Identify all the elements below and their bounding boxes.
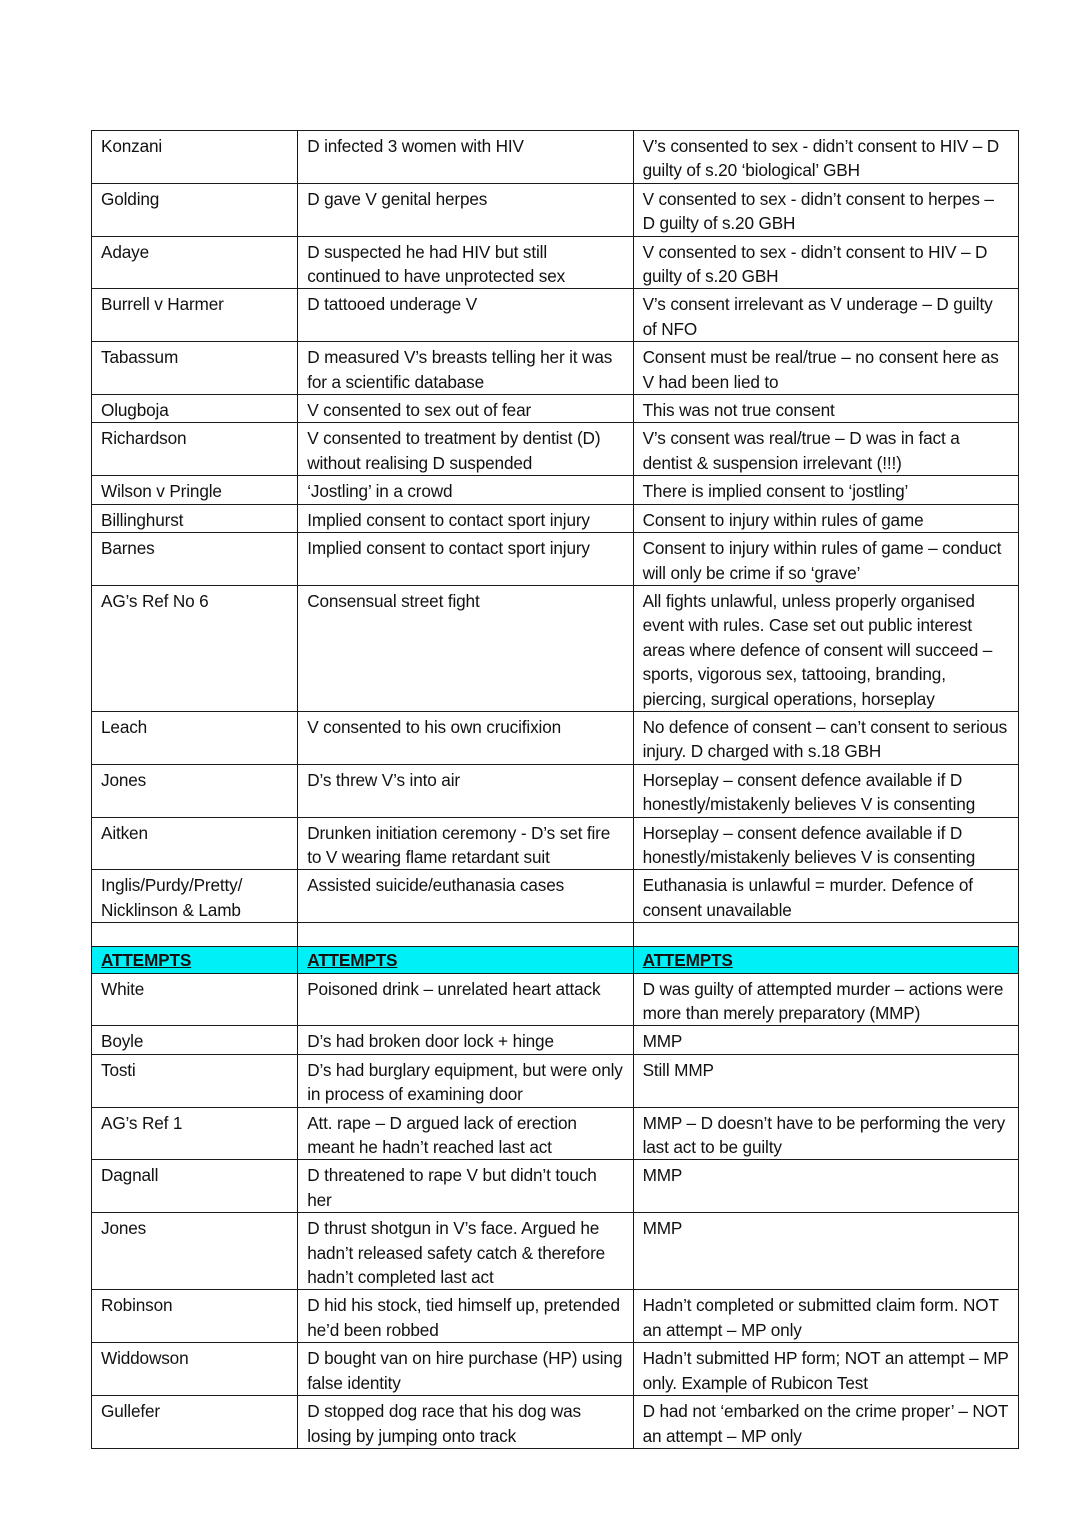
case-name-cell: Aitken <box>92 817 298 870</box>
section-heading-cell: ATTEMPTS <box>633 947 1018 973</box>
facts-cell: Att. rape – D argued lack of erection meant he hadn’t reached last act <box>298 1107 633 1160</box>
outcome-cell: MMP <box>633 1160 1018 1213</box>
facts-cell: Poisoned drink – unrelated heart attack <box>298 973 633 1026</box>
table-row <box>92 1026 1019 1054</box>
facts-cell: V consented to his own crucifixion <box>298 711 633 764</box>
table-row <box>92 973 1019 1026</box>
outcome-cell: V consented to sex - didn’t consent to HIV – D guilty of s.20 GBH <box>633 236 1018 289</box>
case-name-cell: Tosti <box>92 1054 298 1107</box>
table-row <box>92 476 1019 504</box>
table-row <box>92 131 1019 184</box>
facts-cell: ‘Jostling’ in a crowd <box>298 476 633 504</box>
case-law-table-body <box>92 131 1019 1449</box>
facts-cell: D hid his stock, tied himself up, pretended he’d been robbed <box>298 1290 633 1343</box>
table-row <box>92 1396 1019 1449</box>
outcome-cell: MMP <box>633 1026 1018 1054</box>
outcome-cell: V’s consent was real/true – D was in fact a dentist & suspension irrelevant (!!!) <box>633 423 1018 476</box>
case-name-cell: Billinghurst <box>92 504 298 532</box>
case-name-cell: Gullefer <box>92 1396 298 1449</box>
outcome-cell: D was guilty of attempted murder – actions were more than merely preparatory (MMP) <box>633 973 1018 1026</box>
table-row <box>92 1343 1019 1396</box>
facts-cell: D’s had broken door lock + hinge <box>298 1026 633 1054</box>
table-row <box>92 1107 1019 1160</box>
case-name-cell: Boyle <box>92 1026 298 1054</box>
case-name-cell: Dagnall <box>92 1160 298 1213</box>
facts-cell: V consented to treatment by dentist (D) without realising D suspended <box>298 423 633 476</box>
case-name-cell: AG’s Ref 1 <box>92 1107 298 1160</box>
case-name-cell: Jones <box>92 1213 298 1290</box>
table-row <box>92 1054 1019 1107</box>
case-name-cell: White <box>92 973 298 1026</box>
table-row <box>92 1213 1019 1290</box>
outcome-cell: This was not true consent <box>633 395 1018 423</box>
facts-cell: Implied consent to contact sport injury <box>298 504 633 532</box>
table-row <box>92 342 1019 395</box>
facts-cell: D thrust shotgun in V’s face. Argued he hadn’t released safety catch & therefore hadn’t completed last act <box>298 1213 633 1290</box>
facts-cell: Implied consent to contact sport injury <box>298 533 633 586</box>
outcome-cell: MMP <box>633 1213 1018 1290</box>
facts-cell: D bought van on hire purchase (HP) using false identity <box>298 1343 633 1396</box>
section-heading-cell: ATTEMPTS <box>92 947 298 973</box>
table-row <box>92 289 1019 342</box>
case-name-cell: Richardson <box>92 423 298 476</box>
facts-cell: D gave V genital herpes <box>298 183 633 236</box>
facts-cell: D’s threw V’s into air <box>298 764 633 817</box>
outcome-cell: Horseplay – consent defence available if D honestly/mistakenly believes V is consenting <box>633 764 1018 817</box>
case-name-cell: Leach <box>92 711 298 764</box>
case-name-cell: Tabassum <box>92 342 298 395</box>
facts-cell: D’s had burglary equipment, but were only in process of examining door <box>298 1054 633 1107</box>
case-law-table <box>91 130 1019 1449</box>
facts-cell: V consented to sex out of fear <box>298 395 633 423</box>
table-row <box>92 504 1019 532</box>
section-heading-cell: ATTEMPTS <box>298 947 633 973</box>
table-row <box>92 764 1019 817</box>
outcome-cell: There is implied consent to ‘jostling’ <box>633 476 1018 504</box>
outcome-cell: Consent to injury within rules of game – conduct will only be crime if so ‘grave’ <box>633 533 1018 586</box>
facts-cell: D threatened to rape V but didn’t touch her <box>298 1160 633 1213</box>
table-row <box>92 183 1019 236</box>
facts-cell: Drunken initiation ceremony - D’s set fire to V wearing flame retardant suit <box>298 817 633 870</box>
case-name-cell: Adaye <box>92 236 298 289</box>
outcome-cell: Consent to injury within rules of game <box>633 504 1018 532</box>
case-name-cell: AG’s Ref No 6 <box>92 585 298 711</box>
facts-cell: Assisted suicide/euthanasia cases <box>298 870 633 923</box>
empty-cell <box>298 923 633 947</box>
facts-cell: D infected 3 women with HIV <box>298 131 633 184</box>
table-row <box>92 533 1019 586</box>
table-row <box>92 423 1019 476</box>
outcome-cell: Hadn’t submitted HP form; NOT an attempt – MP only. Example of Rubicon Test <box>633 1343 1018 1396</box>
facts-cell: Consensual street fight <box>298 585 633 711</box>
facts-cell: D stopped dog race that his dog was losing by jumping onto track <box>298 1396 633 1449</box>
case-name-cell: Inglis/Purdy/Pretty/ Nicklinson & Lamb <box>92 870 298 923</box>
case-name-cell: Golding <box>92 183 298 236</box>
table-row <box>92 1290 1019 1343</box>
case-name-cell: Wilson v Pringle <box>92 476 298 504</box>
outcome-cell: All fights unlawful, unless properly organised event with rules. Case set out public interest areas where defence of consent will succeed – sports, vigorous sex, tattooing, branding, piercing, surgical operations, horseplay <box>633 585 1018 711</box>
facts-cell: D tattooed underage V <box>298 289 633 342</box>
outcome-cell: V’s consented to sex - didn’t consent to HIV – D guilty of s.20 ‘biological’ GBH <box>633 131 1018 184</box>
outcome-cell: Euthanasia is unlawful = murder. Defence of consent unavailable <box>633 870 1018 923</box>
case-name-cell: Jones <box>92 764 298 817</box>
case-name-cell: Olugboja <box>92 395 298 423</box>
empty-cell <box>92 923 298 947</box>
case-name-cell: Robinson <box>92 1290 298 1343</box>
attempts-section-heading-row <box>92 947 1019 973</box>
outcome-cell: Consent must be real/true – no consent here as V had been lied to <box>633 342 1018 395</box>
facts-cell: D suspected he had HIV but still continued to have unprotected sex <box>298 236 633 289</box>
outcome-cell: Hadn’t completed or submitted claim form. NOT an attempt – MP only <box>633 1290 1018 1343</box>
outcome-cell: Horseplay – consent defence available if D honestly/mistakenly believes V is consenting <box>633 817 1018 870</box>
case-name-cell: Burrell v Harmer <box>92 289 298 342</box>
table-row <box>92 817 1019 870</box>
case-name-cell: Widdowson <box>92 1343 298 1396</box>
case-name-cell: Barnes <box>92 533 298 586</box>
empty-cell <box>633 923 1018 947</box>
table-row <box>92 585 1019 711</box>
case-name-cell: Konzani <box>92 131 298 184</box>
outcome-cell: V’s consent irrelevant as V underage – D guilty of NFO <box>633 289 1018 342</box>
table-row <box>92 870 1019 923</box>
outcome-cell: Still MMP <box>633 1054 1018 1107</box>
outcome-cell: V consented to sex - didn’t consent to herpes – D guilty of s.20 GBH <box>633 183 1018 236</box>
table-row <box>92 711 1019 764</box>
outcome-cell: MMP – D doesn’t have to be performing the very last act to be guilty <box>633 1107 1018 1160</box>
facts-cell: D measured V’s breasts telling her it was for a scientific database <box>298 342 633 395</box>
outcome-cell: No defence of consent – can’t consent to serious injury. D charged with s.18 GBH <box>633 711 1018 764</box>
table-row <box>92 395 1019 423</box>
outcome-cell: D had not ‘embarked on the crime proper’ – NOT an attempt – MP only <box>633 1396 1018 1449</box>
table-row <box>92 236 1019 289</box>
table-row <box>92 1160 1019 1213</box>
empty-spacer-row <box>92 923 1019 947</box>
